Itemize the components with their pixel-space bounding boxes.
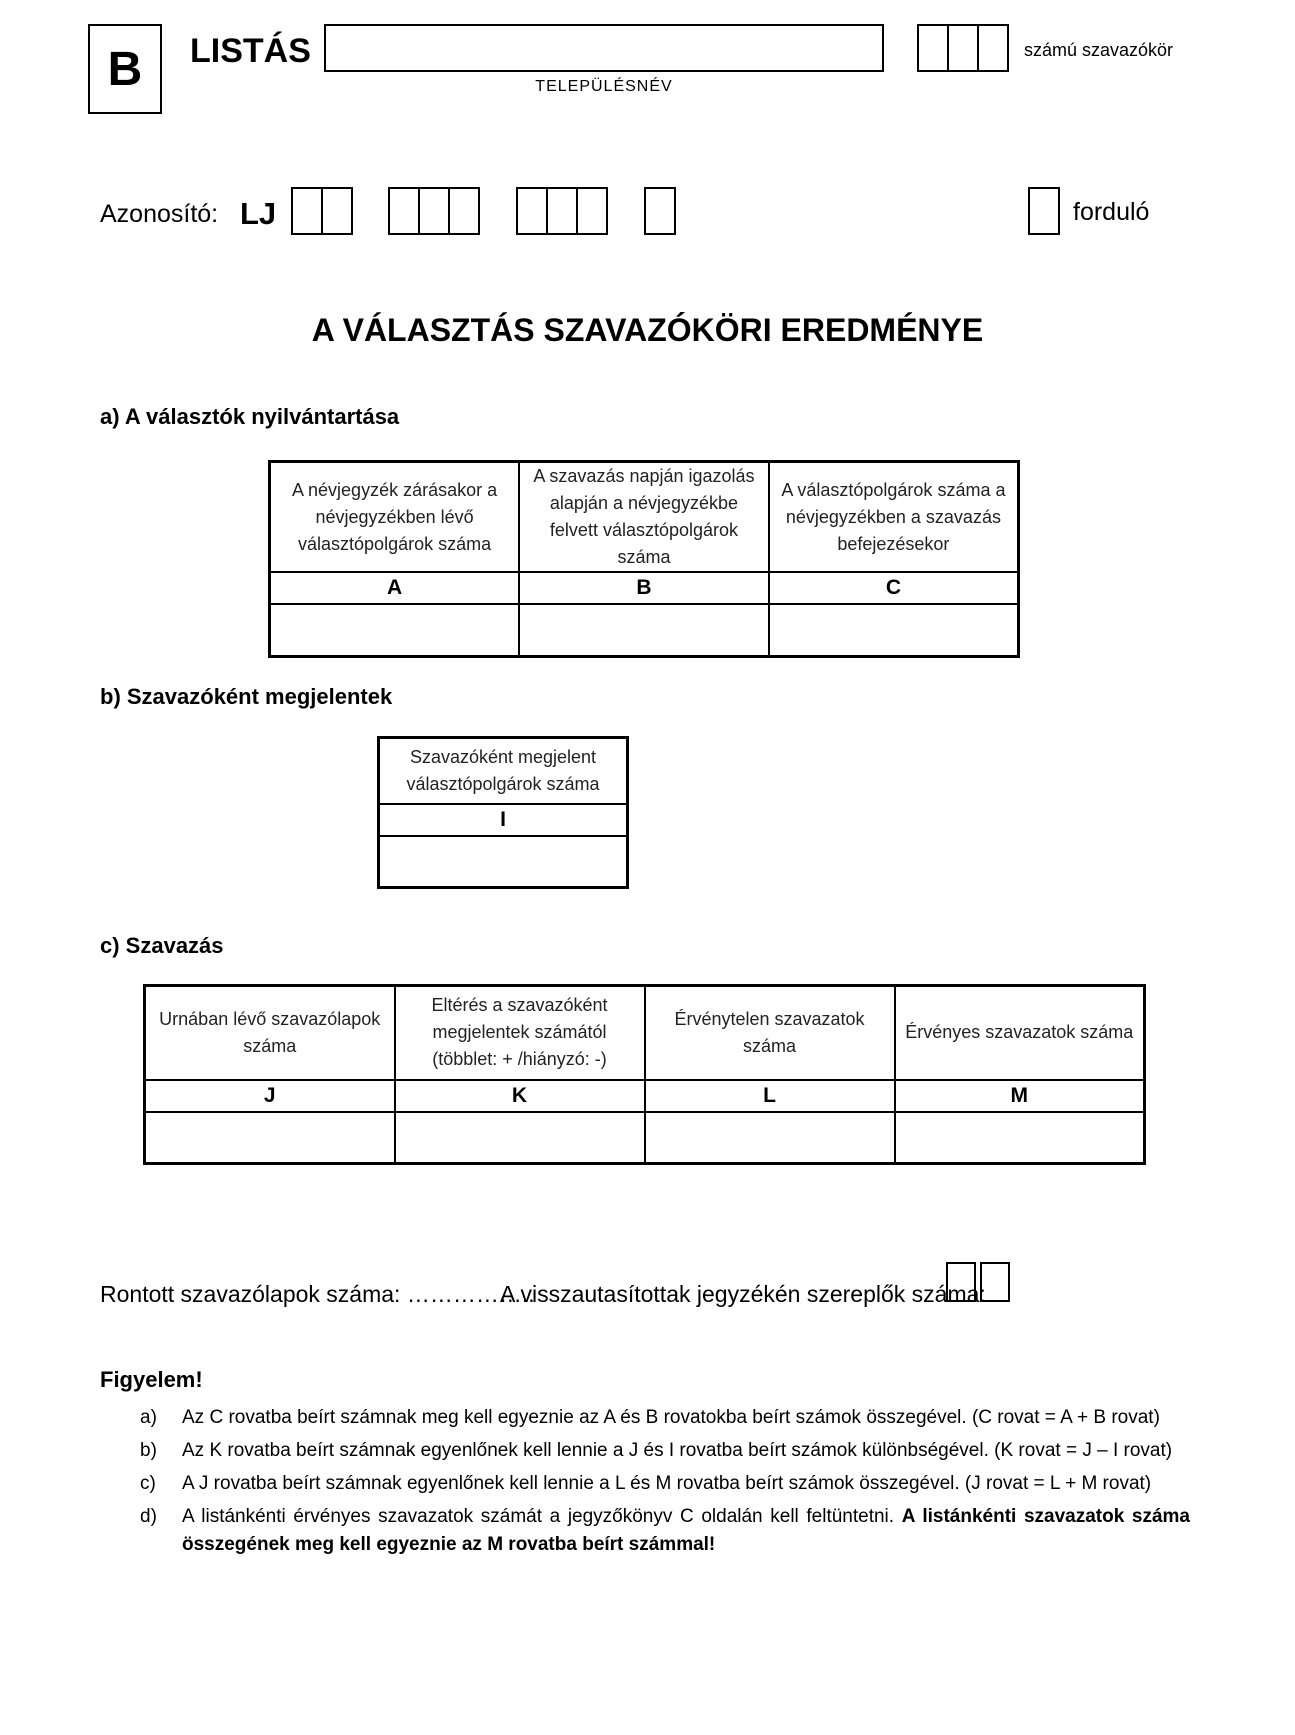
szavazokor-digit-3[interactable] <box>977 24 1009 72</box>
azonosito-digit[interactable] <box>321 187 353 235</box>
page-title: A VÁLASZTÁS SZAVAZÓKÖRI EREDMÉNYE <box>311 312 984 348</box>
azonosito-digit[interactable] <box>576 187 608 235</box>
figyelem-heading: Figyelem! <box>100 1367 203 1392</box>
note-text: A J rovatba beírt számnak egyenlőnek kell lennie a L és M rovatba beírt számok összegével. (J rovat = L + M rovat) <box>182 1473 1152 1494</box>
input-cell-l[interactable] <box>645 1112 895 1164</box>
note-key: b) <box>140 1440 157 1461</box>
input-cell-k[interactable] <box>395 1112 645 1164</box>
azonosito-label: Azonosító: <box>100 200 219 228</box>
note-text: Az K rovatba beírt számnak egyenlőnek kell lennie a J és I rovatba beírt számok különbségével. (K rovat = J – I rovat) <box>182 1440 1173 1461</box>
section-a-table <box>268 460 1020 658</box>
visszautasitott-label: A visszautasítottak jegyzékén szereplők száma: <box>500 1281 986 1307</box>
azonosito-digit[interactable] <box>644 187 676 235</box>
table-header-k: Eltérés a szavazóként megjelentek számától (többlet: + /hiányzó: -) <box>395 986 645 1080</box>
note-text: Az C rovatba beírt számnak meg kell egyeznie az A és B rovatokba beírt számok összegével. (C rovat = A + B rovat) <box>182 1407 1160 1428</box>
azonosito-digit[interactable] <box>388 187 420 235</box>
azonosito-digit[interactable] <box>418 187 450 235</box>
input-cell-m[interactable] <box>895 1112 1145 1164</box>
section-a-heading: a) A választók nyilvántartása <box>100 404 400 429</box>
visszautasitott-digit[interactable] <box>946 1262 976 1302</box>
azonosito-digit[interactable] <box>546 187 578 235</box>
visszautasitott-digit[interactable] <box>980 1262 1010 1302</box>
szavazokor-digit-2[interactable] <box>947 24 979 72</box>
note-text-bold: A listánkénti szavazatok száma összegének meg kell egyeznie az M rovatba beírt számmal! <box>182 1506 1190 1555</box>
column-letter-j: J <box>145 1080 395 1112</box>
szavazokor-label: számú szavazókör <box>1024 40 1174 60</box>
section-b-heading: b) Szavazóként megjelentek <box>100 684 393 709</box>
azonosito-digit[interactable] <box>516 187 548 235</box>
table-header-l: Érvénytelen szavazatok száma <box>645 986 895 1080</box>
note-text <box>182 1503 1190 1559</box>
azonosito-prefix: LJ <box>240 196 277 231</box>
section-b-table <box>377 736 629 889</box>
note-text-regular: A listánkénti érvényes szavazatok számát a jegyzőkönyv C oldalán kell feltüntetni. <box>182 1506 895 1527</box>
column-letter-i: I <box>379 804 628 836</box>
telepulesnev-input[interactable] <box>324 24 884 72</box>
note-item <box>140 1437 1190 1465</box>
section-c-heading: c) Szavazás <box>100 933 224 958</box>
input-cell-c[interactable] <box>769 604 1019 656</box>
column-letter-l: L <box>645 1080 895 1112</box>
table-header-b: A szavazás napján igazolás alapján a névjegyzékbe felvett választópolgárok száma <box>519 462 769 573</box>
form-letter-box <box>88 24 162 114</box>
input-cell-a[interactable] <box>270 604 520 656</box>
note-item <box>140 1503 1190 1559</box>
note-item <box>140 1404 1190 1432</box>
note-key: c) <box>140 1473 156 1494</box>
table-header-i: Szavazóként megjelent választópolgárok száma <box>379 738 628 804</box>
listas-label: LISTÁS <box>190 32 311 70</box>
input-cell-j[interactable] <box>145 1112 395 1164</box>
table-header-a: A névjegyzék zárásakor a névjegyzékben lévő választópolgárok száma <box>270 462 520 573</box>
fordulo-box[interactable] <box>1028 187 1060 235</box>
input-cell-i[interactable] <box>379 836 628 888</box>
input-cell-b[interactable] <box>519 604 769 656</box>
column-letter-a: A <box>270 572 520 604</box>
szavazokor-digit-1[interactable] <box>917 24 949 72</box>
section-c-table <box>143 984 1146 1165</box>
azonosito-digit[interactable] <box>448 187 480 235</box>
form-letter: B <box>107 42 143 96</box>
table-header-j: Urnában lévő szavazólapok száma <box>145 986 395 1080</box>
column-letter-c: C <box>769 572 1019 604</box>
column-letter-m: M <box>895 1080 1145 1112</box>
column-letter-b: B <box>519 572 769 604</box>
table-header-c: A választópolgárok száma a névjegyzékben a szavazás befejezésekor <box>769 462 1019 573</box>
telepulesnev-label: TELEPÜLÉSNÉV <box>535 78 673 95</box>
column-letter-k: K <box>395 1080 645 1112</box>
rontott-label: Rontott szavazólapok száma: …………….. <box>100 1281 535 1307</box>
fordulo-label: forduló <box>1073 198 1150 226</box>
azonosito-digit[interactable] <box>291 187 323 235</box>
table-header-m: Érvényes szavazatok száma <box>895 986 1145 1080</box>
note-key: d) <box>140 1506 157 1527</box>
note-key: a) <box>140 1407 157 1428</box>
note-item <box>140 1470 1190 1498</box>
